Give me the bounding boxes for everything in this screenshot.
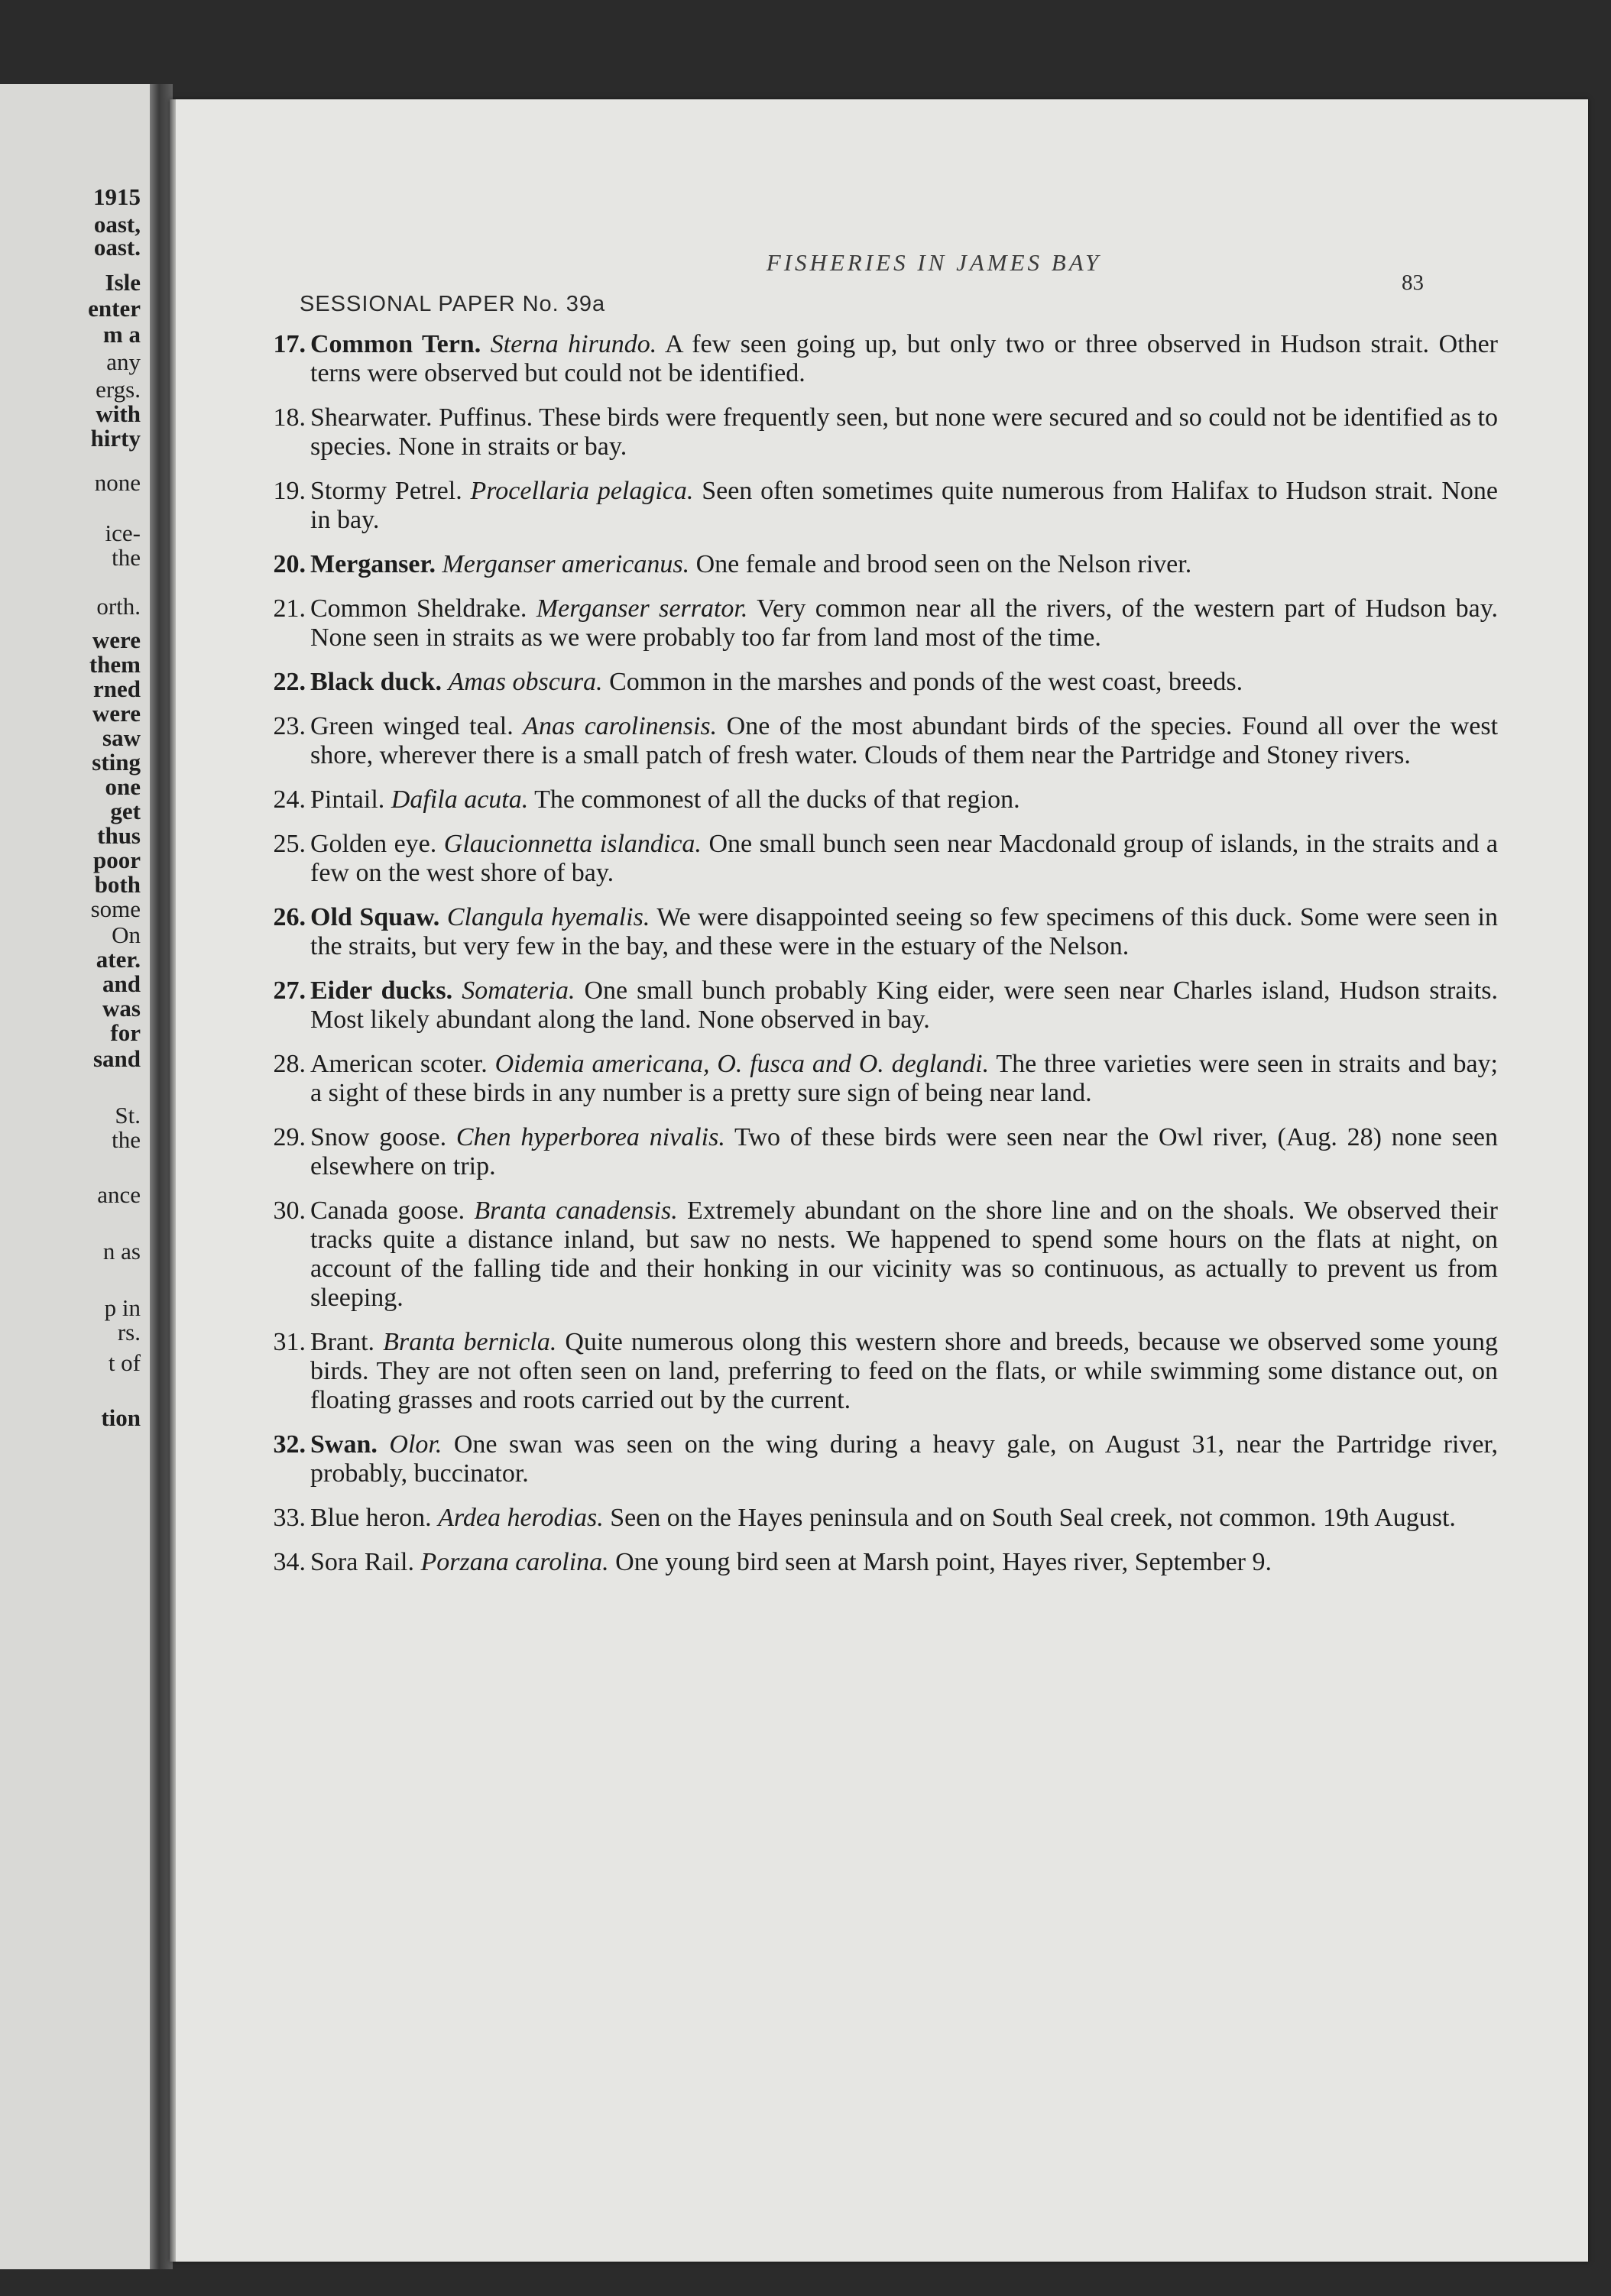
facing-page-text: some	[90, 895, 141, 922]
scientific-name: Dafila acuta.	[391, 785, 529, 814]
facing-page-text: ice-	[105, 520, 141, 546]
entry-description: One small bunch seen near Macdonald group of islands, in the straits and a few on the west shore of bay.	[310, 830, 1499, 887]
sessional-paper-label: SESSIONAL PAPER No. 39a	[300, 292, 606, 316]
facing-page-text: them	[89, 651, 141, 678]
entry-number: 22.	[273, 668, 306, 696]
entry-description: Quite numerous olong this western shore and breeds, because we observed some young birds. They are not often seen on land, preferring to feed on the flats, or while swimming some distance out, on floating grasses and roots carried out by the current.	[310, 1328, 1499, 1414]
bird-entry	[252, 550, 1498, 579]
facing-page-text: m a	[102, 321, 141, 348]
entry-description: Common in the marshes and ponds of the west coast, breeds.	[609, 668, 1243, 696]
facing-page-text: tion	[101, 1404, 141, 1431]
common-name: Eider ducks.	[310, 976, 453, 1005]
bird-entry	[252, 1328, 1498, 1415]
entry-number: 27.	[273, 976, 306, 1005]
scientific-name: Anas carolinensis.	[523, 712, 718, 740]
entry-description: One swan was seen on the wing during a heavy gale, on August 31, near the Partridge river, probably, buccinator.	[310, 1430, 1498, 1488]
entry-description: A few seen going up, but only two or three observed in Hudson strait. Other terns were observed but could not be identified.	[310, 330, 1499, 387]
common-name: American scoter.	[310, 1050, 488, 1078]
bird-entry	[252, 1197, 1498, 1313]
entry-number: 18.	[273, 403, 306, 432]
bird-entry	[252, 903, 1498, 961]
common-name: Common Sheldrake.	[310, 594, 527, 623]
bird-entry	[252, 1050, 1498, 1108]
bird-entry	[252, 976, 1498, 1035]
scientific-name: Clangula hyemalis.	[446, 903, 650, 931]
bird-entry	[252, 1123, 1498, 1181]
scientific-name: Ardea herodias.	[438, 1504, 604, 1532]
common-name: Sora Rail.	[310, 1548, 414, 1576]
entry-number: 25.	[273, 830, 306, 858]
facing-page-text: sand	[92, 1045, 141, 1072]
facing-page-text: get	[110, 798, 141, 824]
page-number: 83	[1402, 270, 1424, 295]
facing-page-text: On	[112, 921, 141, 948]
scientific-name: Olor.	[389, 1430, 442, 1459]
scientific-name: Chen hyperborea nivalis.	[455, 1123, 725, 1151]
bird-entry	[252, 330, 1498, 388]
facing-page-text: the	[112, 544, 141, 571]
scientific-name: Oidemia americana, O. fusca and O. deglandi.	[494, 1050, 990, 1078]
entry-number: 20.	[273, 550, 306, 578]
facing-page-text: enter	[88, 295, 141, 322]
common-name: Golden eye.	[310, 830, 437, 858]
facing-page-fragment	[0, 84, 150, 2269]
common-name: Snow goose.	[310, 1123, 447, 1151]
bird-entry-list	[252, 330, 1498, 1592]
scientific-name: Sterna hirundo.	[490, 330, 657, 358]
facing-page-text: St.	[115, 1102, 141, 1129]
entry-description: Puffinus. These birds were frequently seen, but none were secured and so could not be identified as to species. None in straits or bay.	[310, 403, 1499, 461]
entry-description: Seen often sometimes quite numerous from Halifax to Hudson strait. None in bay.	[310, 477, 1498, 534]
entry-number: 33.	[273, 1504, 306, 1532]
common-name: Shearwater.	[310, 403, 433, 432]
facing-page-text: ergs.	[96, 376, 141, 403]
facing-page-text: was	[102, 995, 141, 1022]
bird-entry	[252, 594, 1498, 653]
common-name: Merganser.	[310, 550, 436, 578]
facing-page-text: none	[94, 469, 141, 496]
page-binding-edge	[170, 99, 176, 2262]
facing-page-text: Isle	[105, 269, 141, 296]
facing-page-text: were	[92, 627, 141, 653]
entry-description: One small bunch probably King eider, were seen near Charles island, Hudson straits. Most likely abundant along the land. None observed in bay.	[310, 976, 1499, 1034]
facing-page-text: rs.	[117, 1319, 141, 1346]
facing-page-text: any	[106, 348, 141, 375]
facing-page-text: ater.	[96, 946, 141, 973]
facing-page-text: orth.	[96, 593, 141, 620]
bird-entry	[252, 403, 1498, 461]
facing-page-text: ance	[97, 1181, 141, 1208]
entry-number: 32.	[273, 1430, 306, 1459]
facing-page-text: and	[102, 970, 141, 997]
common-name: Pintail.	[310, 785, 385, 814]
facing-page-text: saw	[102, 724, 141, 751]
facing-page-text: oast.	[93, 234, 141, 261]
facing-page-text: for	[110, 1019, 141, 1046]
entry-description: Extremely abundant on the shore line and on the shoals. We observed their tracks quite a distance inland, but saw no nests. We happened to spend some hours on the flats at night, on account of the falling tide and their honking in our vicinity was so continuous, as actually to prevent us from sleeping.	[310, 1197, 1498, 1312]
entry-number: 17.	[273, 330, 306, 358]
entry-number: 30.	[273, 1197, 306, 1225]
scientific-name: Amas obscura.	[448, 668, 603, 696]
facing-page-text: one	[105, 773, 141, 800]
facing-page-text: the	[112, 1126, 141, 1153]
facing-page-text: thus	[97, 822, 141, 849]
running-head: FISHERIES IN JAMES BAY	[766, 249, 1102, 276]
entry-number: 23.	[273, 712, 306, 740]
bird-entry	[252, 1430, 1498, 1488]
facing-page-text: rned	[93, 675, 141, 702]
facing-page-text: oast,	[93, 211, 141, 238]
entry-number: 21.	[273, 594, 306, 623]
scientific-name: Glaucionnetta islandica.	[443, 830, 702, 858]
bird-entry	[252, 785, 1498, 814]
entry-number: 28.	[273, 1050, 306, 1078]
common-name: Blue heron.	[310, 1504, 432, 1532]
scientific-name: Merganser serrator.	[536, 594, 748, 623]
facing-page-text: sting	[92, 749, 141, 776]
entry-description: Two of these birds were seen near the Owl river, (Aug. 28) none seen elsewhere on trip.	[310, 1123, 1499, 1180]
entry-number: 24.	[273, 785, 306, 814]
bird-entry	[252, 668, 1498, 697]
bird-entry	[252, 477, 1498, 535]
facing-page-text: both	[94, 871, 141, 898]
entry-description: Very common near all the rivers, of the western part of Hudson bay. None seen in straits as we were probably too far from land most of the time.	[310, 594, 1498, 652]
common-name: Old Squaw.	[310, 903, 440, 931]
entry-number: 19.	[273, 477, 306, 505]
entry-number: 26.	[273, 903, 306, 931]
facing-page-text: hirty	[90, 425, 141, 452]
entry-description: One female and brood seen on the Nelson river.	[695, 550, 1192, 578]
facing-page-text: poor	[93, 847, 141, 873]
common-name: Brant.	[310, 1328, 375, 1356]
scientific-name: Branta canadensis.	[474, 1197, 678, 1225]
scientific-name: Branta bernicla.	[383, 1328, 557, 1356]
entry-description: Seen on the Hayes peninsula and on South Seal creek, not common. 19th August.	[610, 1504, 1456, 1532]
common-name: Canada goose.	[310, 1197, 465, 1225]
scientific-name: Merganser americanus.	[442, 550, 690, 578]
scientific-name: Porzana carolina.	[420, 1548, 609, 1576]
facing-page-text: n as	[102, 1238, 141, 1265]
entry-description: The three varieties were seen in straits and bay; a sight of these birds in any number is a pretty sure sign of being near land.	[310, 1050, 1498, 1107]
entry-description: One young bird seen at Marsh point, Hayes river, September 9.	[615, 1548, 1272, 1576]
common-name: Black duck.	[310, 668, 442, 696]
facing-page-text: with	[96, 400, 141, 427]
common-name: Green winged teal.	[310, 712, 514, 740]
document-page	[170, 99, 1588, 2262]
facing-page-text: were	[92, 700, 141, 727]
bird-entry	[252, 712, 1498, 770]
facing-page-text: p in	[104, 1294, 141, 1321]
common-name: Common Tern.	[310, 330, 481, 358]
entry-description: We were disappointed seeing so few specimens of this duck. Some were seen in the straits, but very few in the bay, and these were in the estuary of the Nelson.	[310, 903, 1499, 960]
facing-page-text: t of	[108, 1349, 141, 1376]
bird-entry	[252, 830, 1498, 888]
scientific-name: Somateria.	[462, 976, 575, 1005]
entry-description: One of the most abundant birds of the species. Found all over the west shore, wherever there is a small patch of fresh water. Clouds of them near the Partridge and Stoney rivers.	[310, 712, 1499, 769]
entry-description: The commonest of all the ducks of that region.	[534, 785, 1020, 814]
common-name: Stormy Petrel.	[310, 477, 462, 505]
scientific-name: Procellaria pelagica.	[470, 477, 694, 505]
entry-number: 34.	[273, 1548, 306, 1576]
entry-number: 29.	[273, 1123, 306, 1151]
bird-entry	[252, 1548, 1498, 1577]
common-name: Swan.	[310, 1430, 378, 1459]
facing-page-text: 1915	[93, 183, 141, 210]
entry-number: 31.	[273, 1328, 306, 1356]
bird-entry	[252, 1504, 1498, 1533]
